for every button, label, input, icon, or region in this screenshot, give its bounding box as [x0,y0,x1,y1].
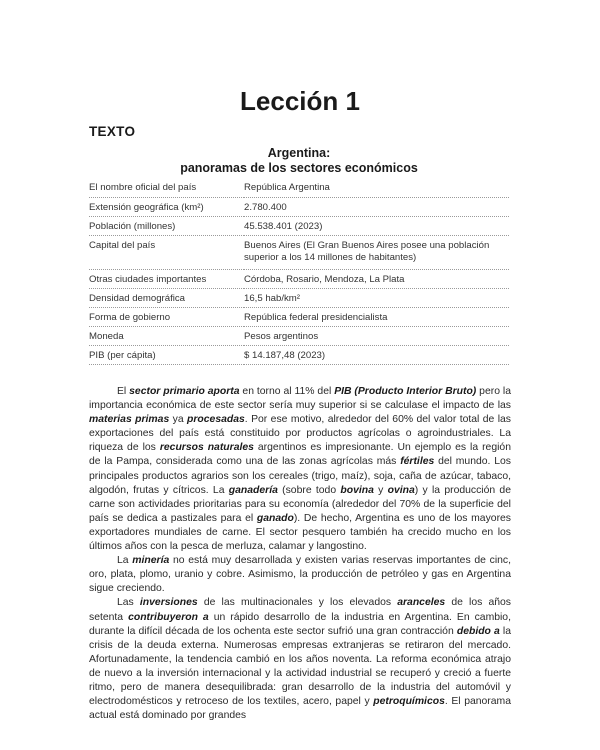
facts-label: PIB (per cápita) [89,349,156,361]
facts-row [89,235,509,269]
table-title-line-2: panoramas de los sectores económicos [180,161,418,175]
text-run: pero la importancia económica de este sector sería muy superior si se calculase el impacto de las [89,386,511,412]
facts-value: República federal presidencialista [244,311,388,323]
text-run: del mundo. Los principales productos agrarios son los cereales (trigo, maíz), soja, caña de azúcar, tabaco, algodón, frutas y cítricos. La [89,456,511,496]
text-run: de los años setenta [89,597,511,623]
emphasized-term: aranceles [397,597,446,609]
text-run: ). De hecho, Argentina es uno de los mayores exportadores mundiales de carne. El sector pesquero también ha crecido mucho en los últimos años con la pesca de merluza, calamar y langostino. [89,512,511,553]
emphasized-term: bovina [340,484,374,496]
table-title [89,146,509,176]
emphasized-term: materias primas [89,414,170,426]
facts-value: República Argentina [244,182,330,193]
facts-row [89,178,509,197]
emphasized-term: minería [132,555,170,567]
facts-row [89,216,509,235]
emphasized-term: ganado [256,512,294,524]
facts-value: $ 14.187,48 (2023) [244,349,326,361]
text-run: no está muy desarrollada y existen varias reservas importantes de cinc, oro, plata, plomo, uranio y cobre. Asimismo, la producción de petróleo y gas en Argentina sigue creciendo. [89,555,511,595]
facts-row [89,288,509,307]
facts-row [89,326,509,345]
facts-label: Moneda [89,330,124,342]
body-text [89,385,511,723]
text-run: El [117,386,130,397]
lesson-title: Lección 1 [240,86,360,116]
facts-row [89,269,509,288]
facts-value: Córdoba, Rosario, Mendoza, La Plata [244,273,405,285]
paragraph [89,385,511,554]
text-run: y [373,484,388,496]
emphasized-term: petroquímicos [373,696,445,708]
emphasized-term: PIB (Producto Interior Bruto) [334,386,477,397]
facts-label: Extensión geográfica (km²) [89,201,204,213]
table-title-line-1: Argentina: [267,146,331,160]
text-run: ) y la producción de carne son actividades prioritarias para su economía (alrededor del 70% de la superficie del país se dedica a pastizales para el [89,484,511,524]
text-run: un rápido desarrollo de la industria en Argentina. En cambio, durante la difícil década de los ochenta este sector sufrió una gran contracción [89,611,511,637]
emphasized-term: debido a [456,625,500,637]
facts-label: Densidad demográfica [89,292,185,304]
text-run: Las [117,597,140,609]
facts-label: Población (millones) [89,220,176,232]
facts-row [89,197,509,216]
facts-label: El nombre oficial del país [89,182,197,193]
facts-value: 45.538.401 (2023) [244,220,323,232]
facts-label: Capital del país [89,239,156,251]
facts-value: Pesos argentinos [244,330,319,342]
facts-value: 16,5 hab/km² [244,292,300,304]
emphasized-term: ganadería [228,484,278,496]
section-label: TEXTO [89,124,136,139]
facts-table [89,178,509,365]
paragraph [89,554,511,596]
emphasized-term: fértiles [400,456,435,468]
facts-label: Otras ciudades importantes [89,273,207,285]
emphasized-term: ovina [387,484,415,496]
text-run: . Por ese motivo, alrededor del 60% del valor total de las exportaciones del país está constituido por productos agrícolas o agroindustriales. La riqueza de los [89,414,511,454]
facts-label: Forma de gobierno [89,311,171,323]
emphasized-term: procesadas [187,414,245,426]
emphasized-term: sector primario aporta [129,386,240,397]
text-run: (sobre todo [277,484,341,496]
text-run: de las multinacionales y los elevados [197,597,398,609]
facts-row [89,307,509,326]
text-run: La [117,555,133,567]
text-run: en torno al 11% del [239,386,335,397]
emphasized-term: contribuyeron a [128,611,209,623]
paragraph [89,596,511,723]
text-run: argentinos es impresionante. Un ejemplo es la región de la Pampa, considerada como una de las zonas agrícolas más [89,442,511,468]
facts-value: 2.780.400 [244,201,287,213]
text-run: la crisis de la deuda externa. Numerosas empresas extranjeras se retiraron del mercado. Afortunadamente, la tendencia cambió en los años noventa. La reforma económica atrajo de nuevo a la inversión internacional y la actividad industrial se recuperó y creció a fuerte ritmo, pero de manera desequilibrada: gran desarrollo de la industria del automóvil y electrodomésticos y retroceso de los textiles, acero, papel y [89,625,511,708]
text-run: . El panorama actual está dominado por grandes [89,696,511,722]
emphasized-term: recursos naturales [159,442,254,454]
facts-row [89,345,509,364]
emphasized-term: inversiones [139,597,198,609]
text-run: ya [169,414,188,426]
facts-value: Buenos Aires (El Gran Buenos Aires posee una población superior a los 14 millones de habitantes) [244,239,490,263]
